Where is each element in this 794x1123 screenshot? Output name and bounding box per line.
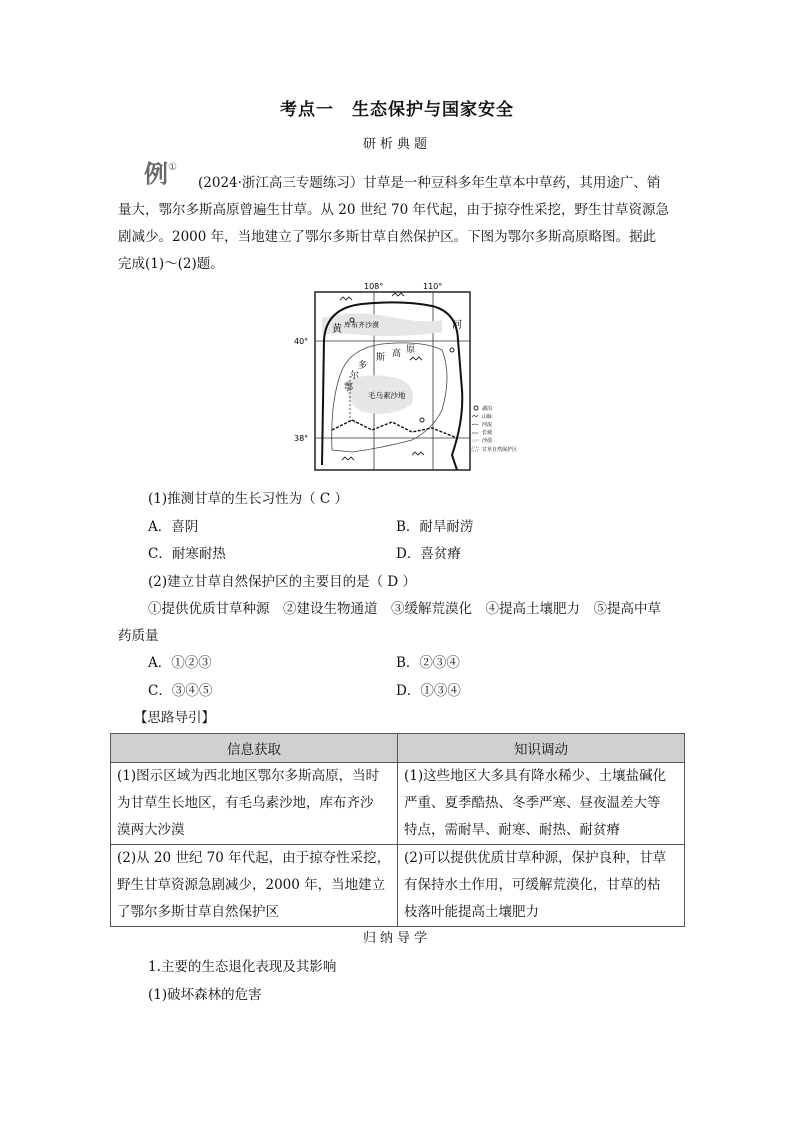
plateau-char-3: 多 [358, 361, 368, 371]
legend-river: 河流 [482, 422, 493, 428]
guide-table-header [111, 734, 685, 763]
q1-option-c: C．耐寒耐热 [148, 546, 226, 562]
q2-stem: (2)建立甘草自然保护区的主要目的是（ D ） [148, 574, 417, 590]
q2-option-c: C．③④⑤ [148, 683, 213, 699]
legend-lake: 湖泊 [482, 406, 493, 412]
example-line-2: 量大，鄂尔多斯高原曾遍生甘草。从 20 世纪 70 年代起，由于掠夺性采挖，野生甘草资源急 [118, 202, 670, 218]
lon-110-label: 110° [423, 282, 443, 291]
example-mark: 例① [144, 159, 177, 188]
map-legend [472, 405, 517, 453]
table-row [111, 763, 685, 845]
q2-items-line-1: ①提供优质甘草种源 ②建设生物通道 ③缓解荒漠化 ④提高土壤肥力 ⑤提高中草 [148, 601, 661, 617]
header-info: 信息获取 [111, 734, 398, 763]
legend-mountain-symbol [472, 415, 478, 417]
q1-option-b: B．耐旱耐涝 [396, 519, 474, 535]
header-knowledge: 知识调动 [398, 734, 685, 763]
summary-point-1-1: (1)破坏森林的危害 [148, 987, 262, 1003]
example-line-1: (2024·浙江高三专题练习）甘草是一种豆科多年生草本中草药，其用途广、销 [198, 175, 661, 191]
summary-point-1: 1.主要的生态退化表现及其影响 [148, 959, 337, 975]
plateau-char-1: 鄂 [344, 383, 354, 393]
ordos-plateau-map [292, 280, 532, 475]
mu-us-desert-label: 毛乌素沙地 [368, 391, 406, 400]
q2-items-line-2: 药质量 [118, 628, 159, 644]
lon-108-label: 108° [364, 282, 384, 291]
legend-reserve-symbol [472, 447, 478, 451]
guide-table [110, 733, 685, 927]
legend-river-symbol [472, 424, 478, 425]
table-cell: (1)这些地区大多具有降水稀少、土壤盐碱化 严重、夏季酷热、冬季严寒、昼夜温差大等 特点，需耐旱、耐寒、耐热、耐贫瘠 [398, 763, 685, 845]
plateau-char-4: 斯 [376, 353, 386, 363]
plateau-char-5: 高 [392, 349, 402, 359]
q1-option-a: A．喜阴 [148, 519, 199, 535]
kubuqi-desert-label: 库布齐沙漠 [344, 321, 379, 329]
lake-3 [420, 418, 424, 422]
q2-option-a: A．①②③ [148, 655, 212, 671]
q1-stem: (1)推测甘草的生长习性为（ C ） [148, 491, 349, 507]
river-char-1: 黄 [332, 324, 342, 335]
table-cell: (1)图示区域为西北地区鄂尔多斯高原，当时 为甘草生长地区，有毛乌素沙地，库布齐沙 漠两大沙漠 [111, 763, 398, 845]
table-cell: (2)从 20 世纪 70 年代起，由于掠夺性采挖， 野生甘草资源急剧减少，2000 年，当地建立 了鄂尔多斯甘草自然保护区 [111, 845, 398, 927]
legend-desert-symbol [472, 439, 479, 442]
river-char-2: 河 [452, 320, 462, 331]
legend-lake-symbol [474, 406, 478, 410]
page-title: 考点一 生态保护与国家安全 [280, 100, 514, 120]
lat-40-label: 40° [294, 337, 309, 346]
legend-wall: 长城 [482, 430, 493, 436]
plateau-char-2: 尔 [350, 371, 360, 381]
table-cell: (2)可以提供优质甘草种源，保护良种，甘草 有保持水土作用，可缓解荒漠化，甘草的枯 枝落叶能提高土壤肥力 [398, 845, 685, 927]
lake-2 [450, 348, 454, 352]
example-line-3: 剧减少。2000 年，当地建立了鄂尔多斯甘草自然保护区。下图为鄂尔多斯高原略图。据此 [118, 229, 657, 245]
great-wall [332, 420, 457, 438]
legend-mountain: 山脉 [482, 414, 493, 420]
q1-option-d: D．喜贫瘠 [396, 546, 461, 562]
q2-option-d: D．①③④ [396, 683, 461, 699]
section-heading-study: 研析典题 [362, 137, 431, 152]
q2-option-b: B．②③④ [396, 655, 460, 671]
section-heading-summary: 归纳导学 [362, 931, 431, 946]
example-line-4: 完成(1)～(2)题。 [118, 256, 224, 272]
legend-desert: 沙漠 [482, 438, 493, 444]
legend-reserve: 甘草自然保护区 [482, 447, 518, 453]
lat-38-label: 38° [294, 434, 309, 443]
plateau-char-6: 原 [406, 345, 416, 355]
table-row [111, 845, 685, 927]
guide-label: 【思路导引】 [134, 710, 215, 726]
